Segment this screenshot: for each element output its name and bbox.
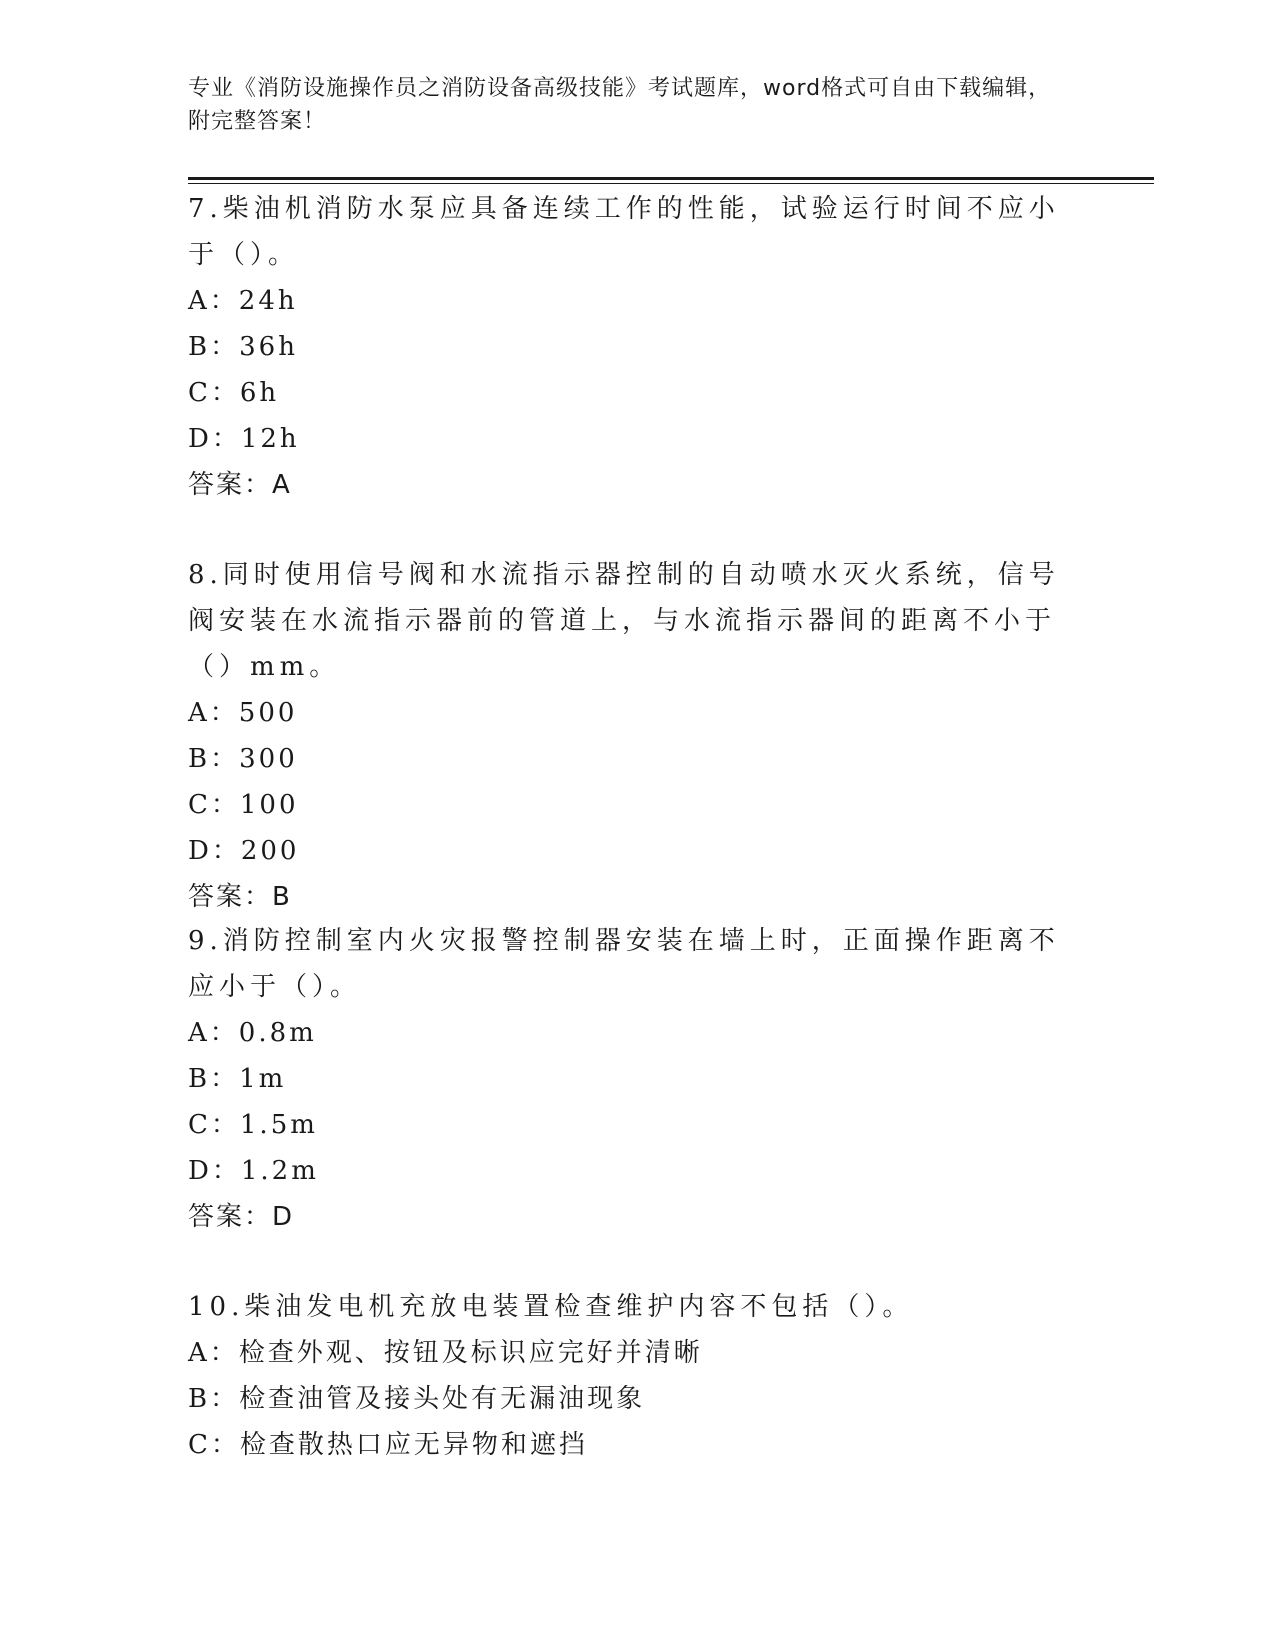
- option-d: D：12h: [188, 424, 300, 454]
- option-a: A：0.8m: [188, 1018, 317, 1048]
- option-a: A：检查外观、按钮及标识应完好并清晰: [188, 1338, 703, 1368]
- header-divider-thick: [188, 177, 1154, 180]
- question-stem: 10.柴油发电机充放电装置检查维护内容不包括（）。: [188, 1292, 914, 1322]
- option-d: D：1.2m: [188, 1156, 319, 1186]
- option-b: B：300: [188, 744, 298, 774]
- answer: 答案：D: [188, 1202, 295, 1232]
- option-c: C：1.5m: [188, 1110, 318, 1140]
- question-stem: 7.柴油机消防水泵应具备连续工作的性能，试验运行时间不应小于（）。: [188, 194, 1060, 270]
- question-stem: 8.同时使用信号阀和水流指示器控制的自动喷水灭火系统，信号阀安装在水流指示器前的管道上，与水流指示器间的距离不小于（）mm。: [188, 560, 1060, 682]
- question-stem: 9.消防控制室内火灾报警控制器安装在墙上时，正面操作距离不应小于（）。: [188, 926, 1060, 1002]
- option-c: C：100: [188, 790, 299, 820]
- answer: 答案：B: [188, 882, 292, 912]
- option-b: B：检查油管及接头处有无漏油现象: [188, 1384, 646, 1414]
- question-9: [188, 918, 1068, 1240]
- option-a: A：500: [188, 698, 298, 728]
- document-header: 专业《消防设施操作员之消防设备高级技能》考试题库，word格式可自由下载编辑，附完整答案！: [188, 76, 1052, 134]
- option-d: D：200: [188, 836, 300, 866]
- option-b: B：36h: [188, 332, 298, 362]
- question-7: [188, 186, 1068, 508]
- option-b: B：1m: [188, 1064, 287, 1094]
- header-divider-thin: [188, 183, 1154, 184]
- option-c: C：检查散热口应无异物和遮挡: [188, 1430, 588, 1460]
- question-10: [188, 1284, 1068, 1468]
- option-c: C：6h: [188, 378, 280, 408]
- question-8: [188, 552, 1068, 920]
- answer: 答案：A: [188, 470, 292, 500]
- option-a: A：24h: [188, 286, 298, 316]
